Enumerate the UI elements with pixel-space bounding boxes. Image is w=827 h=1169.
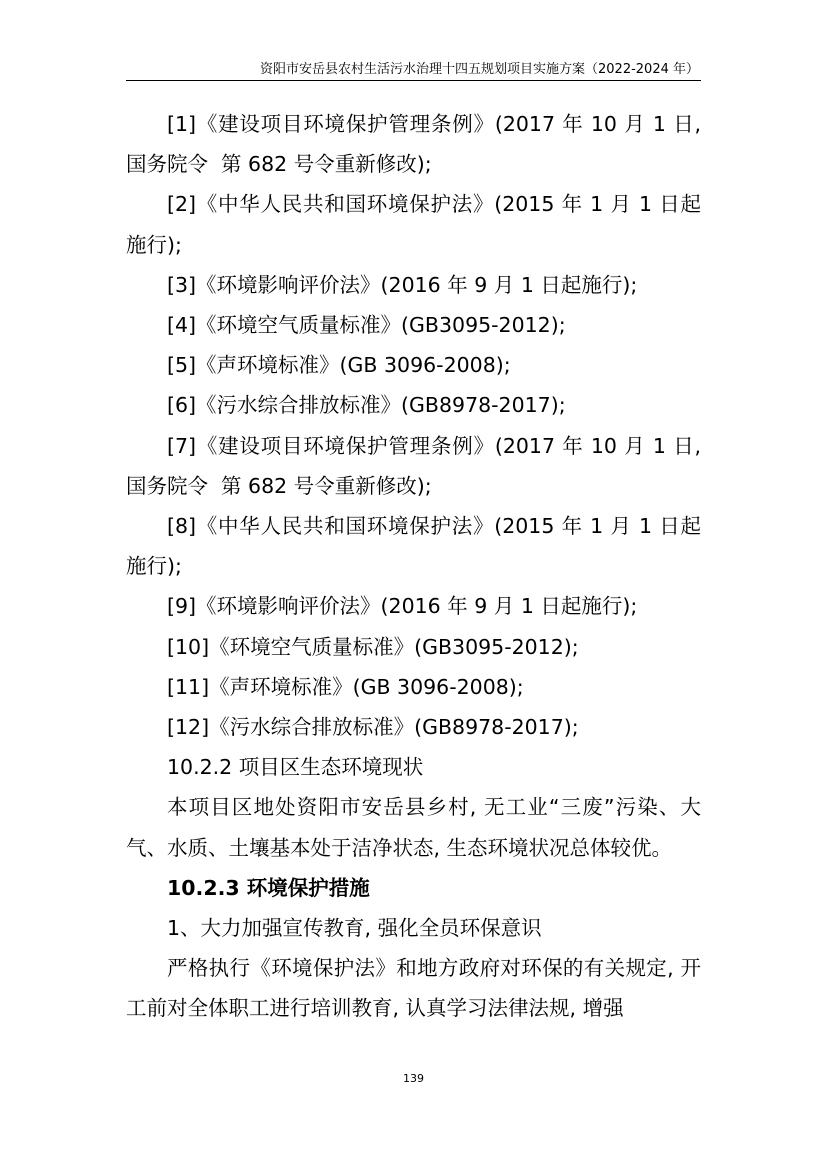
reference-item: [7]《建设项目环境保护管理条例》(2017 年 10 月 1 日, 国务院令 第 682 号令重新修改); — [126, 433, 708, 498]
reference-item: [8]《中华人民共和国环境保护法》(2015 年 1 月 1 日起施行); — [126, 514, 701, 579]
reference-item: [4]《环境空气质量标准》(GB3095-2012); — [167, 313, 566, 338]
reference-item: [5]《声环境标准》(GB 3096-2008); — [167, 353, 511, 378]
section-heading: 10.2.2 项目区生态环境现状 — [167, 755, 424, 780]
reference-item: [9]《环境影响评价法》(2016 年 9 月 1 日起施行); — [167, 594, 638, 619]
section-heading: 10.2.3 环境保护措施 — [167, 875, 370, 900]
document-body — [126, 104, 708, 1029]
body-paragraph: 本项目区地处资阳市安岳县乡村, 无工业“三废”污染、大气、水质、土壤基本处于洁净状态, 生态环境状况总体较优。 — [126, 795, 701, 860]
reference-item: [2]《中华人民共和国环境保护法》(2015 年 1 月 1 日起施行); — [126, 192, 701, 257]
body-paragraph: 严格执行《环境保护法》和地方政府对环保的有关规定, 开工前对全体职工进行培训教育, 认真学习法律法规, 增强 — [126, 956, 701, 1021]
reference-item: [6]《污水综合排放标准》(GB8978-2017); — [167, 393, 566, 418]
reference-item: [1]《建设项目环境保护管理条例》(2017 年 10 月 1 日, 国务院令 第 682 号令重新修改); — [126, 112, 708, 177]
reference-item: [11]《声环境标准》(GB 3096-2008); — [167, 674, 524, 699]
reference-item: [3]《环境影响评价法》(2016 年 9 月 1 日起施行); — [167, 272, 638, 297]
reference-item: [12]《污水综合排放标准》(GB8978-2017); — [167, 715, 579, 740]
reference-item: [10]《环境空气质量标准》(GB3095-2012); — [167, 634, 579, 659]
header-rule — [126, 80, 701, 81]
list-item-heading: 1、大力加强宣传教育, 强化全员环保意识 — [167, 916, 542, 941]
header-title: 资阳市安岳县农村生活污水治理十四五规划项目实施方案（2022-2024 年） — [260, 62, 699, 77]
page-number: 139 — [403, 1072, 424, 1085]
